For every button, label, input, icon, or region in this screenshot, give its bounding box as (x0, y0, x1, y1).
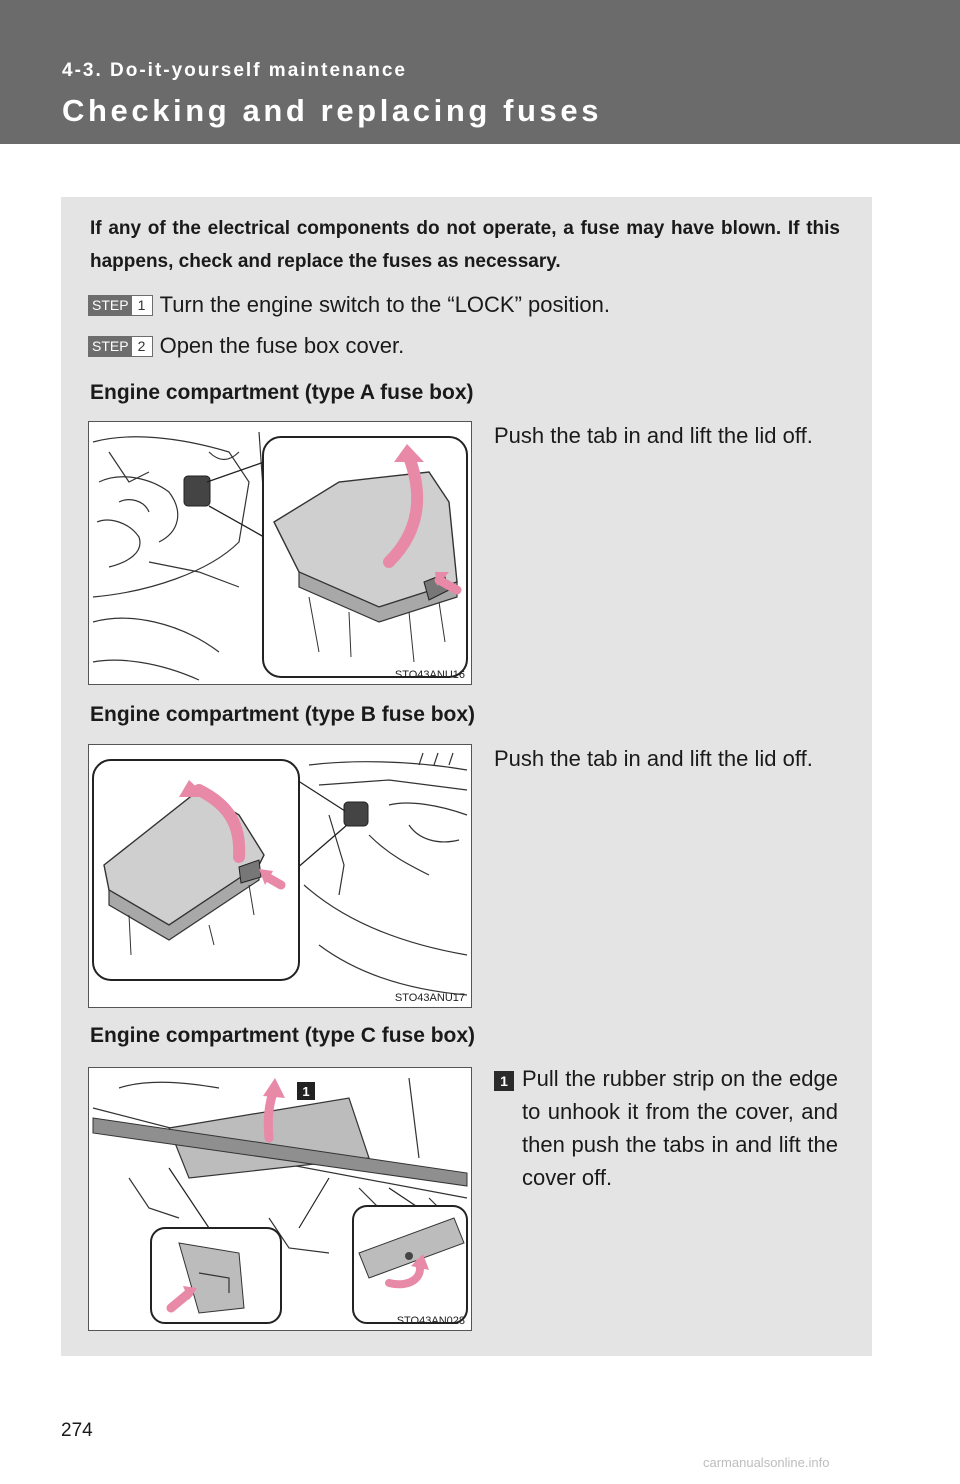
heading-type-a: Engine compartment (type A fuse box) (90, 381, 474, 404)
section-label: 4-3. Do-it-yourself maintenance (62, 60, 407, 81)
fuse-box-b-illustration (89, 745, 471, 1007)
intro-paragraph: If any of the electrical components do not operate, a fuse may have blown. If this happens, check and replace the fuses as necessary. (90, 218, 840, 272)
fuse-box-c-illustration (89, 1068, 471, 1330)
figure-code: STO43ANU16 (394, 669, 465, 681)
step-text: Open the fuse box cover. (159, 333, 405, 358)
callout-number-badge: 1 (494, 1071, 514, 1091)
page-title: Checking and replacing fuses (62, 93, 603, 128)
description-type-a: Push the tab in and lift the lid off. (494, 423, 813, 448)
step-word: STEP (89, 296, 132, 315)
step-badge (88, 336, 153, 357)
description-type-c: Pull the rubber strip on the edge to unhook it from the cover, and then push the tabs in and lift the cover off. (522, 1066, 838, 1190)
step-word: STEP (89, 337, 132, 356)
heading-type-c: Engine compartment (type C fuse box) (90, 1024, 476, 1047)
figure-type-a (88, 421, 472, 685)
callout-1-label: 1 (302, 1084, 310, 1099)
watermark: carmanualsonline.info (703, 1455, 830, 1470)
step-1 (88, 293, 610, 317)
figure-type-c (88, 1067, 472, 1331)
step-badge (88, 295, 153, 316)
figure-code: STO43AN028 (396, 1315, 465, 1327)
step-text: Turn the engine switch to the “LOCK” position. (159, 292, 610, 317)
figure-type-b (88, 744, 472, 1008)
step-number: 1 (137, 297, 146, 313)
figure-code: STO43ANU17 (394, 992, 465, 1004)
description-type-b: Push the tab in and lift the lid off. (494, 746, 813, 771)
heading-type-b: Engine compartment (type B fuse box) (90, 703, 476, 726)
fuse-box-a-illustration (89, 422, 471, 684)
step-number: 2 (137, 338, 146, 354)
page-number: 274 (61, 1420, 93, 1441)
step-2 (88, 334, 404, 358)
